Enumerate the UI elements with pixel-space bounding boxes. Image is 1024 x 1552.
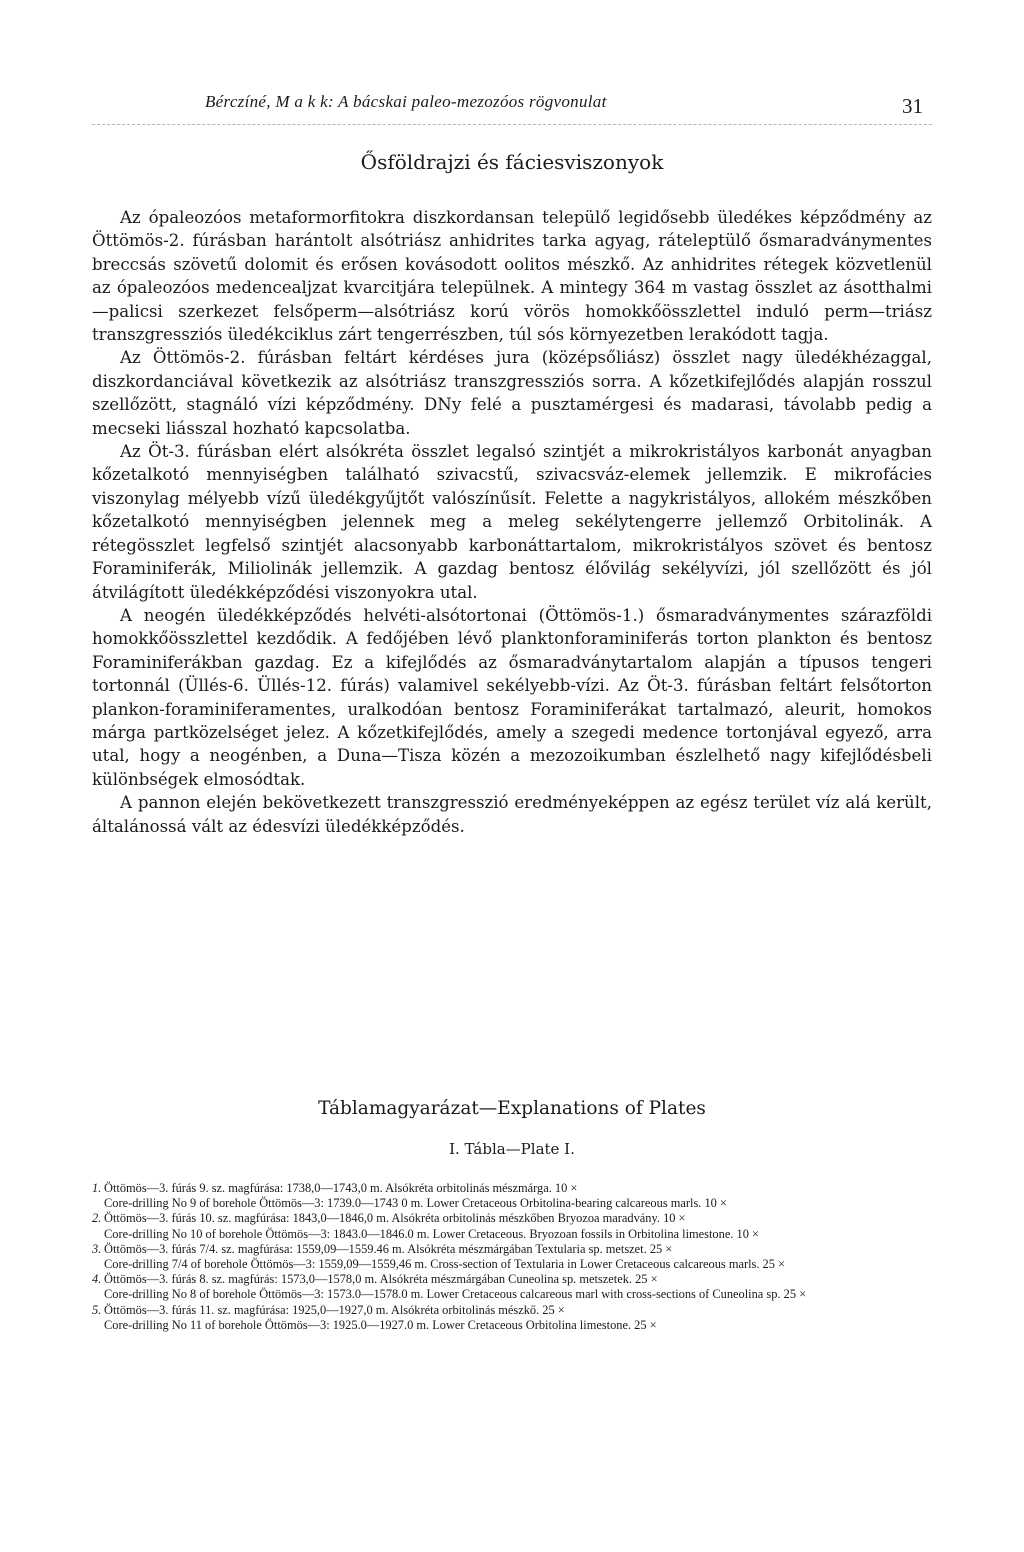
caption-item — [92, 1303, 934, 1333]
caption-hungarian: Öttömös—3. fúrás 10. sz. magfúrása: 1843,0—1846,0 m. Alsókréta orbitolinás mészkőben Bryozoa maradvány. 10 × — [104, 1211, 686, 1226]
caption-number: 5. — [92, 1302, 102, 1317]
caption-item — [92, 1272, 934, 1302]
caption-hungarian: Öttömös—3. fúrás 8. sz. magfúrás: 1573,0—1578,0 m. Alsókréta mészmárgában Cuneolina sp. metszetek. 25 × — [104, 1272, 658, 1287]
caption-number: 1. — [92, 1181, 102, 1195]
caption-english: Core-drilling No 10 of borehole Öttömös—3: 1843.0—1846.0 m. Lower Cretaceous. Bryozoan fossils in Orbitolina limestone. 10 × — [104, 1226, 759, 1241]
paragraph: Az ópaleozóos metaformorfitokra diszkordansan települő legidősebb üledékes képződmény az Öttömös-2. fúrásban harántolt alsótriász anhidrites tarka agyag, ráteleptülő ősmaradványmentes breccsás szövetű dolomit és erősen kovásodott oolitos mészkő. Az anhidrites rétegek közvetlenül az ópaleozóos medencealjzat kvarcitjára települnek. A mintegy 364 m vastag összlet az ásotthalmi—palicsi szerkezet felsőperm—alsótriász korú vörös homokkőösszlettel induló perm—triász transzgressziós üledékciklus zárt tengerrészben, túl sós környezetben lerakódott tagja. — [92, 208, 932, 345]
caption-item — [92, 1242, 934, 1272]
caption-english: Core-drilling No 8 of borehole Öttömös—3: 1573.0—1578.0 m. Lower Cretaceous calcareous marl with cross-sections of Cuneolina sp. 25 × — [104, 1287, 807, 1302]
caption-hungarian: Öttömös—3. fúrás 11. sz. magfúrása: 1925,0—1927,0 m. Alsókréta orbitolinás mészkő. 25 × — [104, 1302, 565, 1317]
page-number: 31 — [902, 94, 923, 118]
caption-item — [92, 1181, 934, 1211]
caption-english: Core-drilling No 11 of borehole Öttömös—3: 1925.0—1927.0 m. Lower Cretaceous Orbitolina limestone. 25 × — [104, 1317, 657, 1332]
caption-number: 3. — [92, 1241, 102, 1256]
plate-captions — [92, 1181, 934, 1333]
caption-english: Core-drilling No 9 of borehole Öttömös—3: 1739.0—1743 0 m. Lower Cretaceous Orbitolina-bearing calcareous marls. 10 × — [104, 1196, 727, 1211]
header-rule — [92, 124, 932, 125]
paragraph: A pannon elején bekövetkezett transzgresszió eredményeképpen az egész terület víz alá került, általánossá vált az édesvízi üledékképződés. — [92, 793, 932, 836]
paragraph: Az Öttömös-2. fúrásban feltárt kérdéses jura (középsőliász) összlet nagy üledékhézaggal, diszkordanciával következik az alsótriász transzgressziós sorra. A kőzetkifejlődés alapján rosszul szellőzött, stagnáló vízi képződmény. DNy felé a pusztamérgesi és madarasi, távolabb pedig a mecseki liásszal hozható kapcsolatba. — [92, 348, 932, 438]
section-title: Ősföldrajzi és fáciesviszonyok — [360, 150, 664, 174]
caption-number: 4. — [92, 1272, 102, 1287]
body-text — [92, 206, 932, 838]
caption-hungarian: Öttömös—3. fúrás 9. sz. magfúrása: 1738,0—1743,0 m. Alsókréta orbitolinás mészmárga. 10 × — [104, 1181, 578, 1195]
running-head: Bérczíné, M a k k: A bácskai paleo-mezozóos rögvonulat — [205, 92, 607, 111]
paragraph: Az Öt-3. fúrásban elért alsókréta összlet legalsó szintjét a mikrokristályos karbonát anyagban kőzetalkotó mennyiségben található szivacstű, szivacsváz-elemek jellemzik. E mikrofácies viszonylag mélyebb vízű üledékgyűjtőt valószínűsít. Felette a nagykristályos, allokém mészkőben kőzetalkotó mennyiségben jelennek meg a meleg sekélytengerre jellemző Orbitolinák. A rétegösszlet legfelső szintjét alacsonyabb karbonáttartalom, mikrokristályos szövet és bentosz Foraminiferák, Miliolinák jellemzik. A gazdag bentosz élővilág sekélyvízi, jól szellőzött és jól átvilágított üledékképződési viszonyokra utal. — [92, 442, 932, 602]
paragraph: A neogén üledékképződés helvéti-alsótortonai (Öttömös-1.) ősmaradványmentes szárazföldi homokkőösszlettel kezdődik. A fedőjében lévő planktonforaminiferás torton plankton és bentosz Foraminiferákban gazdag. Ez a kifejlődés az ősmaradványtartalom alapján a típusos tengeri tortonnál (Üllés-6. Üllés-12. fúrás) valamivel sekélyebb-vízi. Az Öt-3. fúrásban feltárt felsőtorton plankon-foraminiferamentes, uralkodóan bentosz Foraminiferákat tartalmazó, aleurit, homokos márga partközelséget jelez. A kőzetkifejlődés, amely a szegedi medence tortonjával egyező, arra utal, hogy a neogénben, a Duna—Tisza közén a mezozoikumban észlelhető nagy kifejlődésbeli különbségek elmosódtak. — [92, 605, 932, 789]
plate-subtitle: I. Tábla—Plate I. — [449, 1140, 575, 1158]
caption-english: Core-drilling 7/4 of borehole Öttömös—3: 1559,09—1559,46 m. Cross-section of Textularia in Lower Cretaceous calcareous marls. 25 × — [104, 1257, 786, 1272]
plates-title: Táblamagyarázat—Explanations of Plates — [318, 1098, 706, 1119]
caption-hungarian: Öttömös—3. fúrás 7/4. sz. magfúrása: 1559,09—1559.46 m. Alsókréta mészmárgában Textularia sp. metszet. 25 × — [104, 1241, 673, 1256]
caption-item — [92, 1211, 934, 1241]
caption-number: 2. — [92, 1211, 102, 1226]
